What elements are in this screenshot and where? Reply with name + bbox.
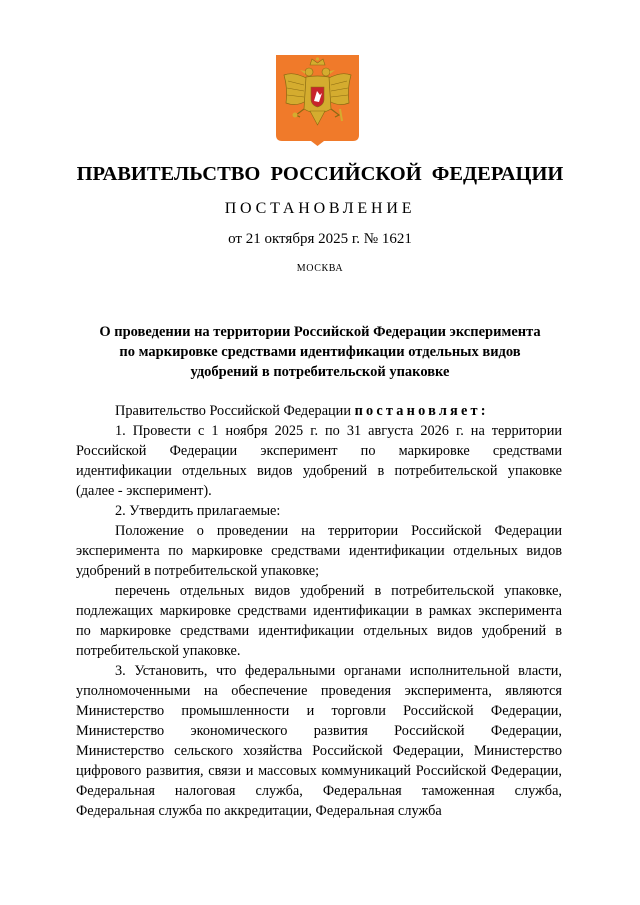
government-title: ПРАВИТЕЛЬСТВО РОССИЙСКОЙ ФЕДЕРАЦИИ	[76, 163, 564, 185]
coat-of-arms-icon	[276, 55, 359, 146]
intro-paragraph	[76, 401, 562, 421]
decree-word: постановляет:	[354, 403, 489, 419]
paragraph-1: 1. Провести с 1 ноября 2025 г. по 31 августа 2026 г. на территории Российской Федерации эксперимент по маркировке средствами идентификации отдельных видов удобрений в потребительской упаковке (далее - эксперимент).	[76, 423, 562, 499]
document-city: МОСКВА	[296, 263, 344, 274]
document-type: ПОСТАНОВЛЕНИЕ	[224, 200, 416, 217]
document-subject	[60, 322, 580, 382]
subject-line: по маркировке средствами идентификации отдельных видов	[119, 344, 521, 360]
intro-text: Правительство Российской Федерации	[115, 403, 351, 419]
paragraph-2: 2. Утвердить прилагаемые:	[115, 503, 281, 519]
document-date-number: от 21 октября 2025 г. № 1621	[228, 231, 412, 247]
paragraph-2a: Положение о проведении на территории Российской Федерации эксперимента по маркировке средствами идентификации отдельных видов удобрений в потребительской упаковке;	[76, 523, 562, 579]
document-body	[76, 401, 562, 821]
subject-line: О проведении на территории Российской Федерации эксперимента	[99, 324, 541, 340]
paragraph-3: 3. Установить, что федеральными органами исполнительной власти, уполномоченными на обеспечение проведения эксперимента, являются Министерство промышленности и торговли Российской Федерации, Министерство экономического развития Российской Федерации, Министерство сельского хозяйства Российской Федерации, Министерство цифрового развития, связи и массовых коммуникаций Российской Федерации, Федеральная налоговая служба, Федеральная таможенная служба, Федеральная служба по аккредитации, Федеральная служба	[76, 663, 562, 819]
paragraph-2b: перечень отдельных видов удобрений в потребительской упаковке, подлежащих маркировке средствами идентификации в рамках эксперимента по маркировке средствами идентификации отдельных видов удобрений в потребительской упаковке.	[76, 583, 562, 659]
subject-line: удобрений в потребительской упаковке	[190, 364, 450, 380]
